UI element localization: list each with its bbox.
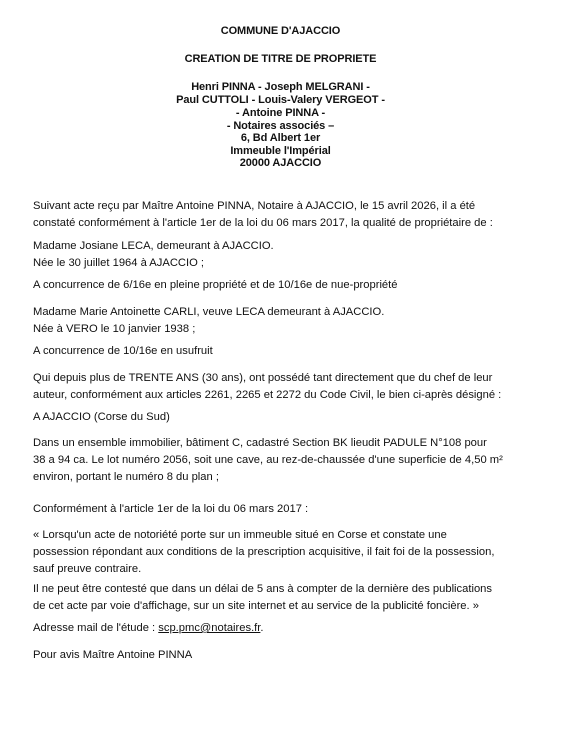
text-line: Il ne peut être contesté que dans un délai de 5 ans à compter de la dernière des publications [33, 583, 492, 595]
quote1-paragraph [33, 527, 533, 578]
notaries-address-line: 20000 AJACCIO [239, 157, 322, 169]
email-end: . [260, 622, 264, 634]
notaries-address-line: Immeuble l'Impérial [230, 145, 331, 157]
text-line: A concurrence de 10/16e en usufruit [33, 345, 213, 357]
commune-heading: COMMUNE D'AJACCIO [220, 25, 341, 37]
text-line: Dans un ensemble immobilier, bâtiment C, cadastré Section BK lieudit PADULE N°108 pour [33, 437, 487, 449]
text-line: constaté conformément à l'article 1er de la loi du 06 mars 2017, la qualité de propriétaire de : [33, 217, 493, 229]
text-line: A concurrence de 6/16e en pleine propriété et de 10/16e de nue-propriété [33, 279, 398, 291]
email-paragraph [33, 620, 533, 637]
text-line: Qui depuis plus de TRENTE ANS (30 ans), ont possédé tant directement que du chef de leur [33, 372, 493, 384]
text-line: Madame Marie Antoinette CARLI, veuve LECA demeurant à AJACCIO. [33, 306, 385, 318]
notaries-address-line: 6, Bd Albert 1er [240, 132, 321, 144]
text-line: auteur, conformément aux articles 2261, 2265 et 2272 du Code Civil, le bien ci-après désigné : [33, 389, 502, 401]
notaries-line: Henri PINNA - Joseph MELGRANI - [191, 81, 370, 93]
text-line: A AJACCIO (Corse du Sud) [33, 411, 170, 423]
law-intro-paragraph [33, 501, 533, 518]
document-title: CREATION DE TITRE DE PROPRIETE [184, 53, 377, 65]
share2-paragraph [33, 343, 533, 360]
notaries-line: - Antoine PINNA - [235, 107, 326, 119]
email-label: Adresse mail de l'étude : [33, 622, 159, 634]
text-line: Suivant acte reçu par Maître Antoine PINNA, Notaire à AJACCIO, le 15 avril 2026, il a été [33, 200, 476, 212]
intro-paragraph [33, 198, 533, 232]
quote2-paragraph [33, 581, 533, 615]
text-line: Née le 30 juillet 1964 à AJACCIO ; [33, 257, 205, 269]
property-paragraph [33, 435, 533, 486]
closing-paragraph [33, 647, 533, 664]
owner2-paragraph [33, 304, 533, 338]
text-line: Madame Josiane LECA, demeurant à AJACCIO. [33, 240, 274, 252]
text-line: Conformément à l'article 1er de la loi du 06 mars 2017 : [33, 503, 309, 515]
owner1-paragraph [33, 238, 533, 272]
possession-paragraph [33, 370, 533, 404]
email-link[interactable]: scp.pmc@notaires.fr [158, 622, 261, 634]
share1-paragraph [33, 277, 533, 294]
location-paragraph [33, 409, 533, 426]
text-line: « Lorsqu'un acte de notoriété porte sur un immeuble situé en Corse et constate une [33, 529, 447, 541]
text-line: sauf preuve contraire. [33, 563, 142, 575]
text-line: environ, portant le numéro 8 du plan ; [33, 471, 219, 483]
notaries-line: Paul CUTTOLI - Louis-Valery VERGEOT - [176, 94, 385, 106]
notaries-line: - Notaires associés – [226, 120, 335, 132]
text-line: possession répondant aux conditions de la prescription acquisitive, il fait foi de la possession, [33, 546, 495, 558]
text-line: 38 a 94 ca. Le lot numéro 2056, soit une cave, au rez-de-chaussée d'une superficie de 4,50 m² [33, 454, 503, 466]
text-line: Pour avis Maître Antoine PINNA [33, 649, 193, 661]
text-line: Née à VERO le 10 janvier 1938 ; [33, 323, 196, 335]
text-line: de cet acte par voie d'affichage, sur un site internet et au service de la publicité foncière. » [33, 600, 479, 612]
